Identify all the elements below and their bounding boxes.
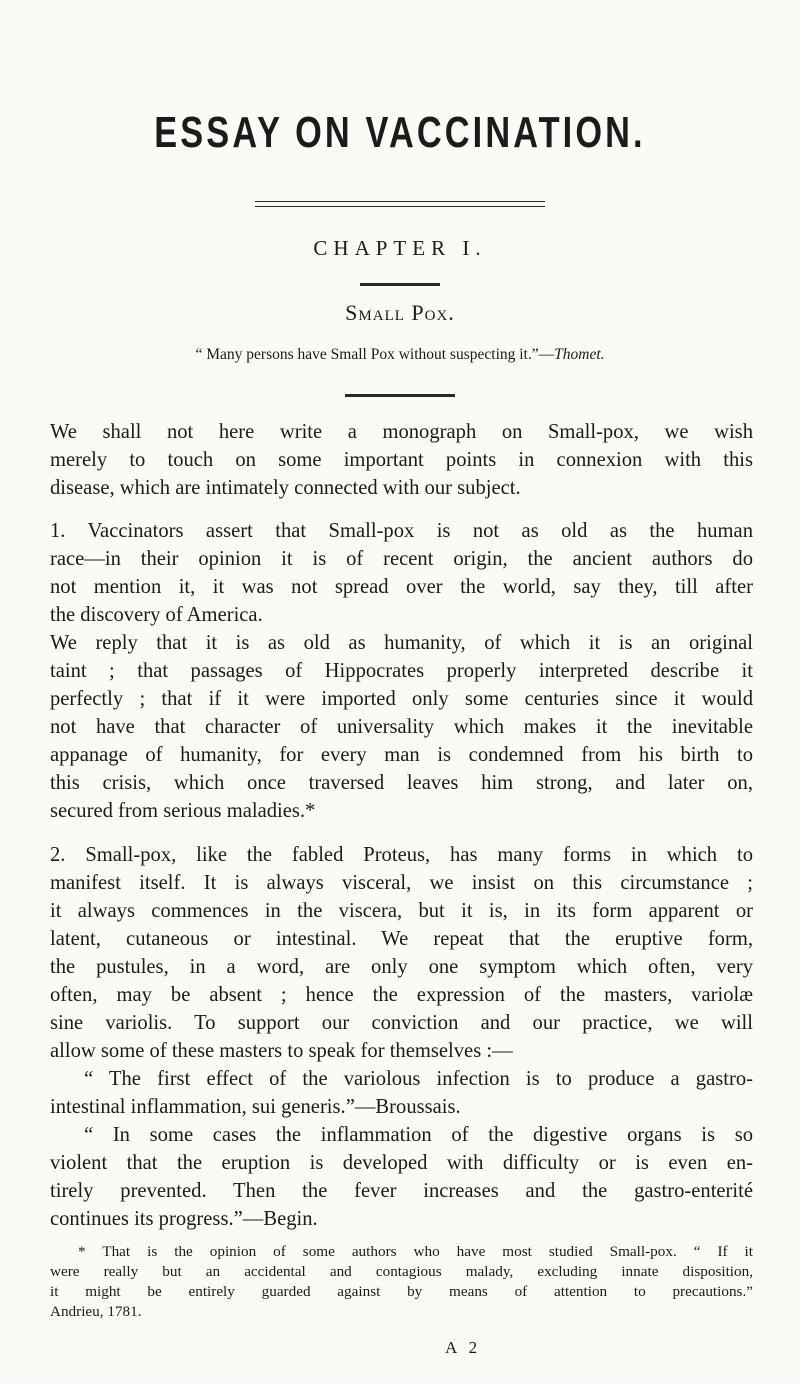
body-line: disease, which are intimately connected with our subject. (50, 477, 521, 499)
body-line: 2. Small-pox, like the fabled Proteus, has many forms in which to (50, 844, 753, 866)
body-line: 1. Vaccinators assert that Small-pox is not as old as the human (50, 520, 753, 542)
body-line: latent, cutaneous or intestinal. We repeat that the eruptive form, (50, 928, 753, 950)
footnote-line: were really but an accidental and contagious malady, excluding innate disposition, (50, 1263, 753, 1280)
body-line: intestinal inflammation, sui generis.”—Broussais. (50, 1096, 461, 1118)
body-line: allow some of these masters to speak for themselves :— (50, 1040, 513, 1062)
body-line: perfectly ; that if it were imported only some centuries since it would (50, 688, 753, 710)
section-heading: Small Pox. (345, 300, 455, 325)
body-line: “ The first effect of the variolous infection is to produce a gastro- (84, 1068, 753, 1090)
epigraph (0, 346, 800, 364)
body-line: We reply that it is as old as humanity, of which it is an original (50, 632, 753, 654)
chapter-heading: CHAPTER I. (313, 236, 487, 260)
body-line: not mention it, it was not spread over the world, say they, till after (50, 576, 753, 598)
body-line: often, may be absent ; hence the expression of the masters, variolæ (50, 984, 753, 1006)
body-line: continues its progress.”—Begin. (50, 1208, 318, 1230)
body-line: tirely prevented. Then the fever increases and the gastro-enterité (50, 1180, 753, 1202)
epigraph-rule (345, 394, 455, 397)
body-line: manifest itself. It is always visceral, we insist on this circumstance ; (50, 872, 753, 894)
body-line: taint ; that passages of Hippocrates properly interpreted describe it (50, 660, 753, 682)
body-line: the pustules, in a word, are only one symptom which often, very (50, 956, 753, 978)
body-line: sine variolis. To support our conviction and our practice, we will (50, 1012, 753, 1034)
body-line: this crisis, which once traversed leaves him strong, and later on, (50, 772, 753, 794)
footnote-line: it might be entirely guarded against by means of attention to precautions.” (50, 1283, 753, 1300)
footnote-line: * That is the opinion of some authors who have most studied Small-pox. “ If it (78, 1243, 753, 1260)
body-line: appanage of humanity, for every man is condemned from his birth to (50, 744, 753, 766)
title-rule (255, 201, 545, 207)
body-line: the discovery of America. (50, 604, 263, 626)
body-line: We shall not here write a monograph on Small-pox, we wish (50, 421, 753, 443)
epigraph-quote: “ Many persons have Small Pox without suspecting it.”— (195, 346, 555, 363)
signature-mark: A 2 (445, 1338, 482, 1357)
footnote-line: Andrieu, 1781. (50, 1303, 142, 1320)
body-line: secured from serious maladies.* (50, 800, 316, 822)
chapter-rule (360, 283, 440, 286)
body-line: “ In some cases the inflammation of the digestive organs is so (84, 1124, 753, 1146)
epigraph-author: Thomet. (554, 346, 605, 363)
body-line: it always commences in the viscera, but it is, in its form apparent or (50, 900, 753, 922)
body-line: not have that character of universality which makes it the inevitable (50, 716, 753, 738)
body-line: violent that the eruption is developed with difficulty or is even en- (50, 1152, 753, 1174)
body-line: merely to touch on some important points in connexion with this (50, 449, 753, 471)
essay-title: ESSAY ON VACCINATION. (154, 108, 646, 157)
body-line: race—in their opinion it is of recent origin, the ancient authors do (50, 548, 753, 570)
